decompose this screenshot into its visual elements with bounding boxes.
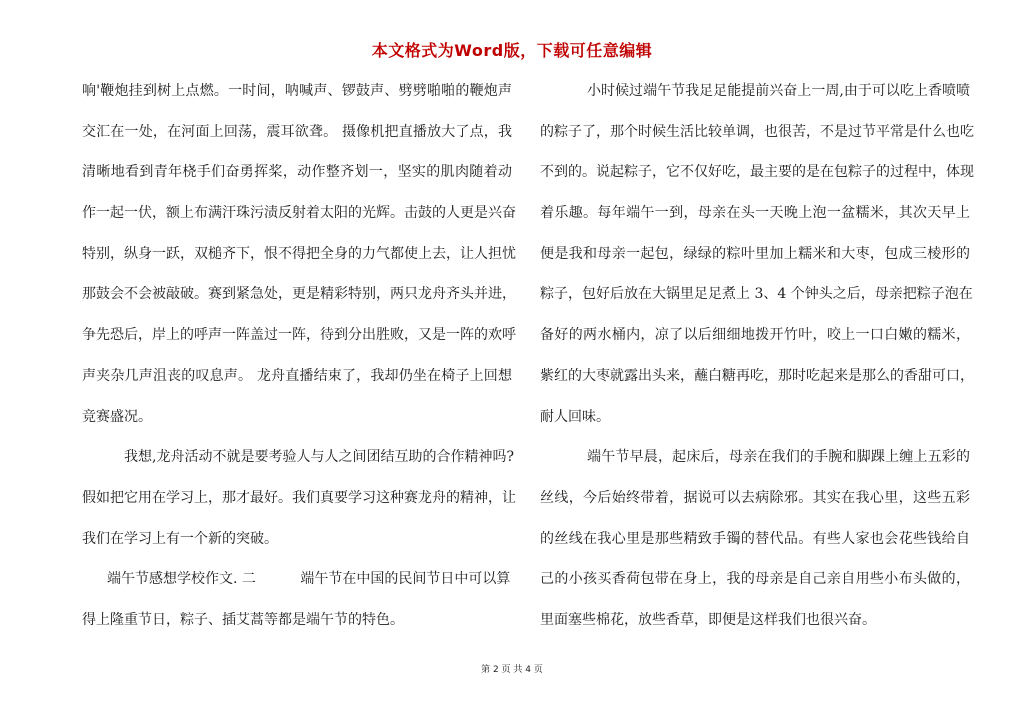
paragraph-start-line: 我想,龙舟活动不就是要考验人与人之间团结互助的合作精神吗?: [124, 449, 514, 466]
text-line: 假如把它用在学习上，那才最好。我们真要学习这种赛龙舟的精神，让: [82, 489, 516, 506]
left-column: [82, 80, 516, 650]
text-line: 不到的。说起粽子，它不仅好吃，最主要的是在包粽子的过程中，体现: [540, 164, 974, 181]
text-line: 的丝线在我心里是那些精致手镯的替代品。有些人家也会花些钱给自: [540, 530, 970, 547]
text-line: 的粽子了，那个时候生活比较单调，也很苦，不是过节平常是什么也吃: [540, 123, 974, 140]
paragraph-start-line: 端午节早晨，起床后，母亲在我们的手腕和脚踝上缠上五彩的: [587, 449, 970, 466]
text-line: 那鼓会不会被敲破。赛到紧急处，更是精彩特别，两只龙舟齐头并进，: [82, 286, 516, 303]
right-column: [540, 80, 974, 650]
document-banner: 本文格式为Word版，下载可任意编辑: [371, 41, 653, 60]
text-line: 争先恐后，岸上的呼声一阵盖过一阵，待到分出胜败，又是一阵的欢呼: [82, 327, 516, 344]
text-line: 里面塞些棉花，放些香草，即便是这样我们也很兴奋。: [540, 611, 876, 628]
section-heading-line: 端午节感想学校作文. 二 端午节在中国的民间节日中可以算: [107, 571, 511, 588]
text-line: 声夹杂几声沮丧的叹息声。 龙舟直播结束了，我却仍坐在椅子上回想: [82, 367, 512, 384]
text-line: 我们在学习上有一个新的突破。: [82, 530, 278, 547]
page-number-footer: 第 2 页 共 4 页: [481, 665, 543, 675]
text-line: 竞赛盛况。: [82, 408, 152, 425]
text-line: 响'鞭炮挂到树上点燃。一时间，呐喊声、锣鼓声、劈劈啪啪的鞭炮声: [82, 83, 512, 99]
text-line: 便是我和母亲一起包，绿绿的粽叶里加上糯米和大枣，包成三棱形的: [540, 245, 970, 262]
text-line: 粽子，包好后放在大锅里足足煮上 3、4 个钟头之后，母亲把粽子泡在: [540, 286, 973, 303]
text-line: 交汇在一处，在河面上回荡，震耳欲聋。 摄像机把直播放大了点，我: [82, 123, 512, 140]
paragraph-start-line: 小时候过端午节我足足能提前兴奋上一周,由于可以吃上香喷喷: [587, 83, 970, 99]
text-line: 清晰地看到青年桡手们奋勇挥桨，动作整齐划一，坚实的肌肉随着动: [82, 164, 512, 181]
text-line: 备好的两水桶内，凉了以后细细地拨开竹叶，咬上一口白嫩的糯米，: [540, 327, 970, 344]
text-line: 着乐趣。每年端午一到，母亲在头一天晚上泡一盆糯米，其次天早上: [540, 205, 970, 222]
text-line: 丝线，今后始终带着，据说可以去病除邪。其实在我心里，这些五彩: [540, 489, 970, 506]
text-line: 己的小孩买香荷包带在身上，我的母亲是自己亲自用些小布头做的，: [540, 571, 970, 588]
text-line: 紫红的大枣就露出头来，蘸白糖再吃，那时吃起来是那么的香甜可口，: [540, 367, 974, 384]
text-line: 特别，纵身一跃，双槌齐下，恨不得把全身的力气都使上去，让人担忧: [82, 245, 516, 262]
text-line: 得上隆重节日，粽子、插艾蒿等都是端午节的特色。: [82, 611, 404, 628]
text-line: 耐人回味。: [540, 408, 610, 425]
text-line: 作一起一伏，额上布满汗珠污渍反射着太阳的光辉。击鼓的人更是兴奋: [82, 205, 516, 222]
